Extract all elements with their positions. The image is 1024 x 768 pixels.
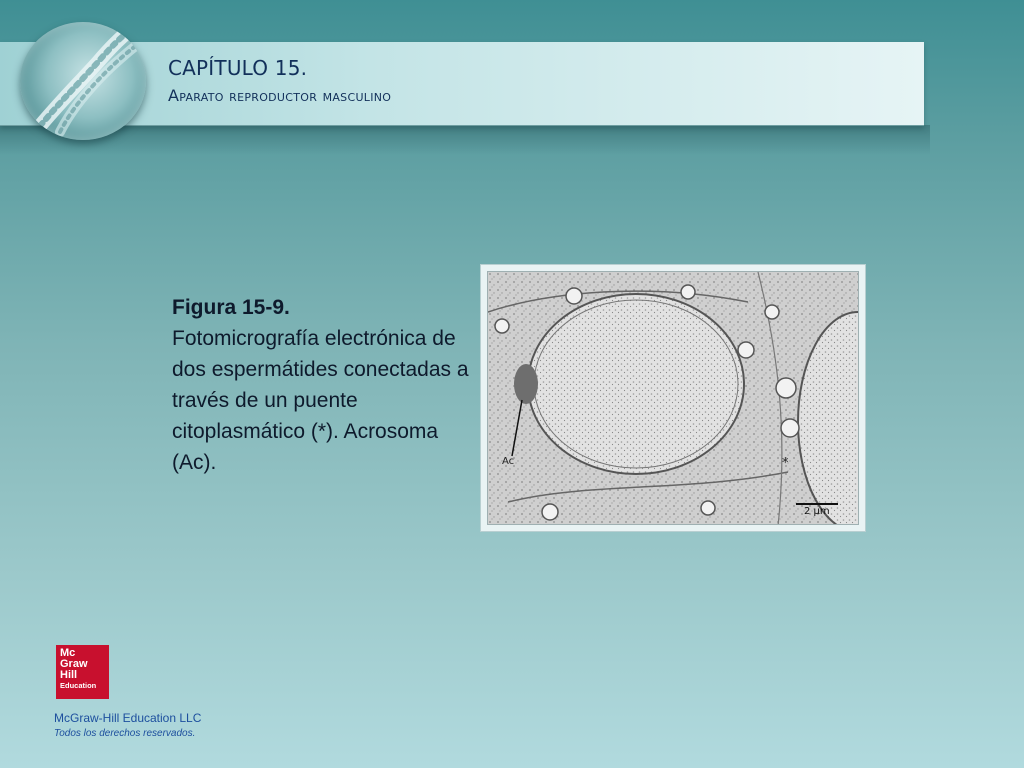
figure-caption — [172, 292, 472, 478]
micrograph-frame — [480, 264, 866, 532]
bridge-label: * — [782, 456, 789, 471]
micrograph-image — [487, 271, 859, 525]
chapter-subtitle: Aparato reproductor masculino — [168, 86, 392, 105]
chapter-title: CAPÍTULO 15. — [168, 56, 308, 80]
figure-label: Figura 15-9. — [172, 296, 290, 319]
figure-description: Fotomicrografía electrónica de dos espermátides conectadas a través de un puente citoplasmático (*). Acrosoma (Ac). — [172, 327, 469, 474]
mcgraw-hill-logo: Mc Graw Hill Education — [56, 645, 109, 699]
chromosome-icon — [20, 22, 146, 140]
scale-bar-label: 2 µm — [804, 506, 830, 517]
footer-company: McGraw-Hill Education LLC — [54, 711, 202, 725]
acrosome-label: Ac — [502, 456, 515, 467]
footer-rights: Todos los derechos reservados. — [54, 728, 196, 739]
